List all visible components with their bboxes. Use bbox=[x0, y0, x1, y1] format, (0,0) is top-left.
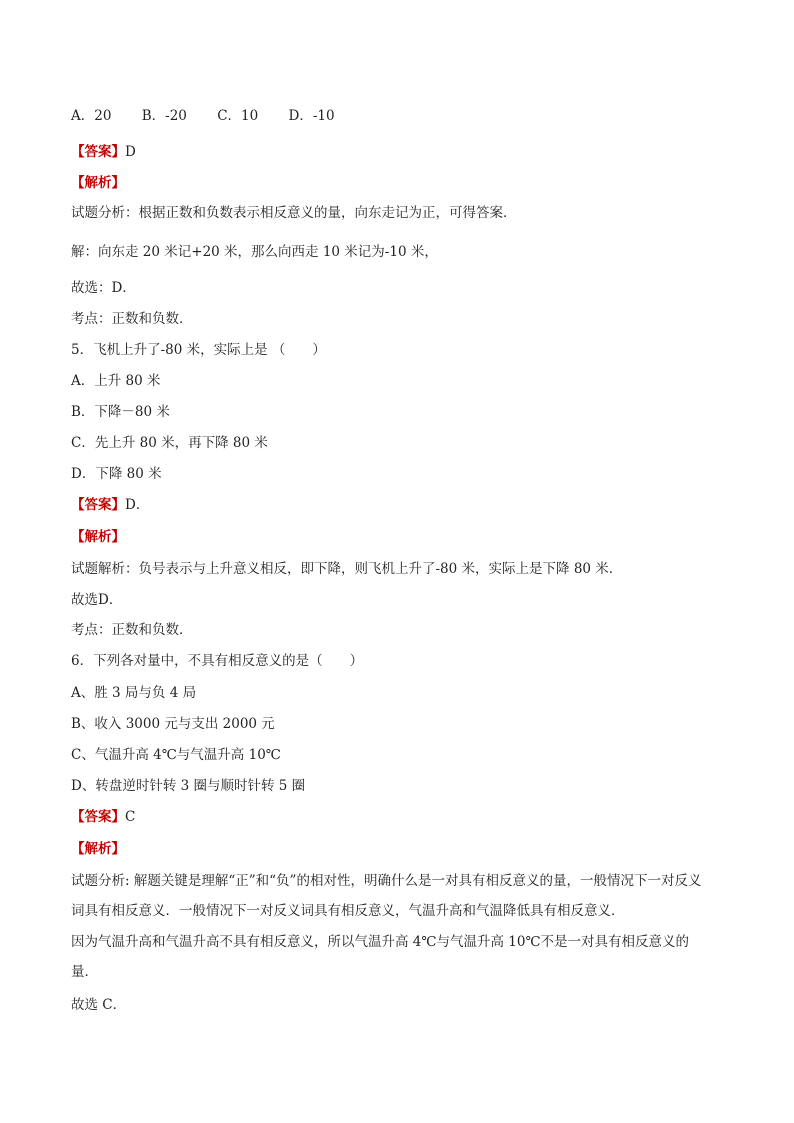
q4-analysis: 试题分析：根据正数和负数表示相反意义的量，向东走记为正，可得答案． bbox=[71, 205, 517, 221]
q6-choose: 故选 C． bbox=[71, 997, 127, 1013]
q6-analysis-heading bbox=[71, 840, 125, 858]
q4-answer bbox=[71, 143, 136, 161]
analysis-tag: 【解析】 bbox=[71, 841, 125, 857]
q4-option-d: D．-10 bbox=[288, 108, 335, 124]
q5-stem: 5．飞机上升了-80 米，实际上是 （ ） bbox=[71, 342, 326, 358]
q4-choose: 故选：D． bbox=[71, 280, 136, 296]
q4-options bbox=[71, 107, 361, 125]
q6-option-b: B、收入 3000 元与支出 2000 元 bbox=[71, 716, 275, 732]
answer-value: C bbox=[125, 809, 136, 825]
q5-option-d: D．下降 80 米 bbox=[71, 466, 162, 482]
q6-analysis-line-1: 试题分析: 解题关键是理解“正”和“负”的相对性，明确什么是一对具有相反意义的量，一般情况下一对反义 bbox=[71, 873, 702, 889]
q4-point: 考点：正数和负数． bbox=[71, 311, 193, 327]
q6-reason-line-2: 量． bbox=[71, 964, 98, 980]
q6-answer bbox=[71, 808, 135, 826]
answer-value: D bbox=[125, 144, 136, 160]
q5-option-b: B．下降－80 米 bbox=[71, 404, 170, 420]
q6-reason-line-1: 因为气温升高和气温升高不具有相反意义，所以气温升高 4℃与气温升高 10℃不是一对具有相反意义的 bbox=[71, 934, 690, 950]
q6-analysis-line-2: 词具有相反意义．一般情况下一对反义词具有相反意义，气温升高和气温降低具有相反意义． bbox=[71, 903, 625, 919]
answer-tag: 【答案】 bbox=[71, 497, 125, 513]
answer-value: D． bbox=[125, 497, 150, 513]
q4-option-b: B．-20 bbox=[141, 108, 187, 124]
q5-analysis: 试题解析：负号表示与上升意义相反，即下降，则飞机上升了-80 米，实际上是下降 80 米． bbox=[71, 561, 623, 577]
q4-option-a: A．20 bbox=[71, 108, 112, 124]
q6-stem: 6．下列各对量中，不具有相反意义的是（ ） bbox=[71, 653, 364, 669]
q6-option-a: A、胜 3 局与负 4 局 bbox=[71, 685, 197, 701]
q6-option-d: D、转盘逆时针转 3 圈与顺时针转 5 圈 bbox=[71, 778, 306, 794]
answer-tag: 【答案】 bbox=[71, 809, 125, 825]
q4-option-c: C．10 bbox=[217, 108, 259, 124]
q5-answer bbox=[71, 496, 149, 514]
q4-solution: 解：向东走 20 米记+20 米，那么向西走 10 米记为-10 米， bbox=[71, 244, 438, 260]
answer-tag: 【答案】 bbox=[71, 144, 125, 160]
analysis-tag: 【解析】 bbox=[71, 529, 125, 545]
analysis-tag: 【解析】 bbox=[71, 175, 125, 191]
q6-option-c: C、气温升高 4℃与气温升高 10℃ bbox=[71, 747, 281, 763]
q5-option-a: A．上升 80 米 bbox=[71, 373, 161, 389]
q5-option-c: C．先上升 80 米，再下降 80 米 bbox=[71, 435, 268, 451]
q5-choose: 故选D． bbox=[71, 592, 123, 608]
q5-analysis-heading bbox=[71, 528, 125, 546]
q5-point: 考点：正数和负数． bbox=[71, 622, 193, 638]
q4-analysis-heading bbox=[71, 174, 125, 192]
